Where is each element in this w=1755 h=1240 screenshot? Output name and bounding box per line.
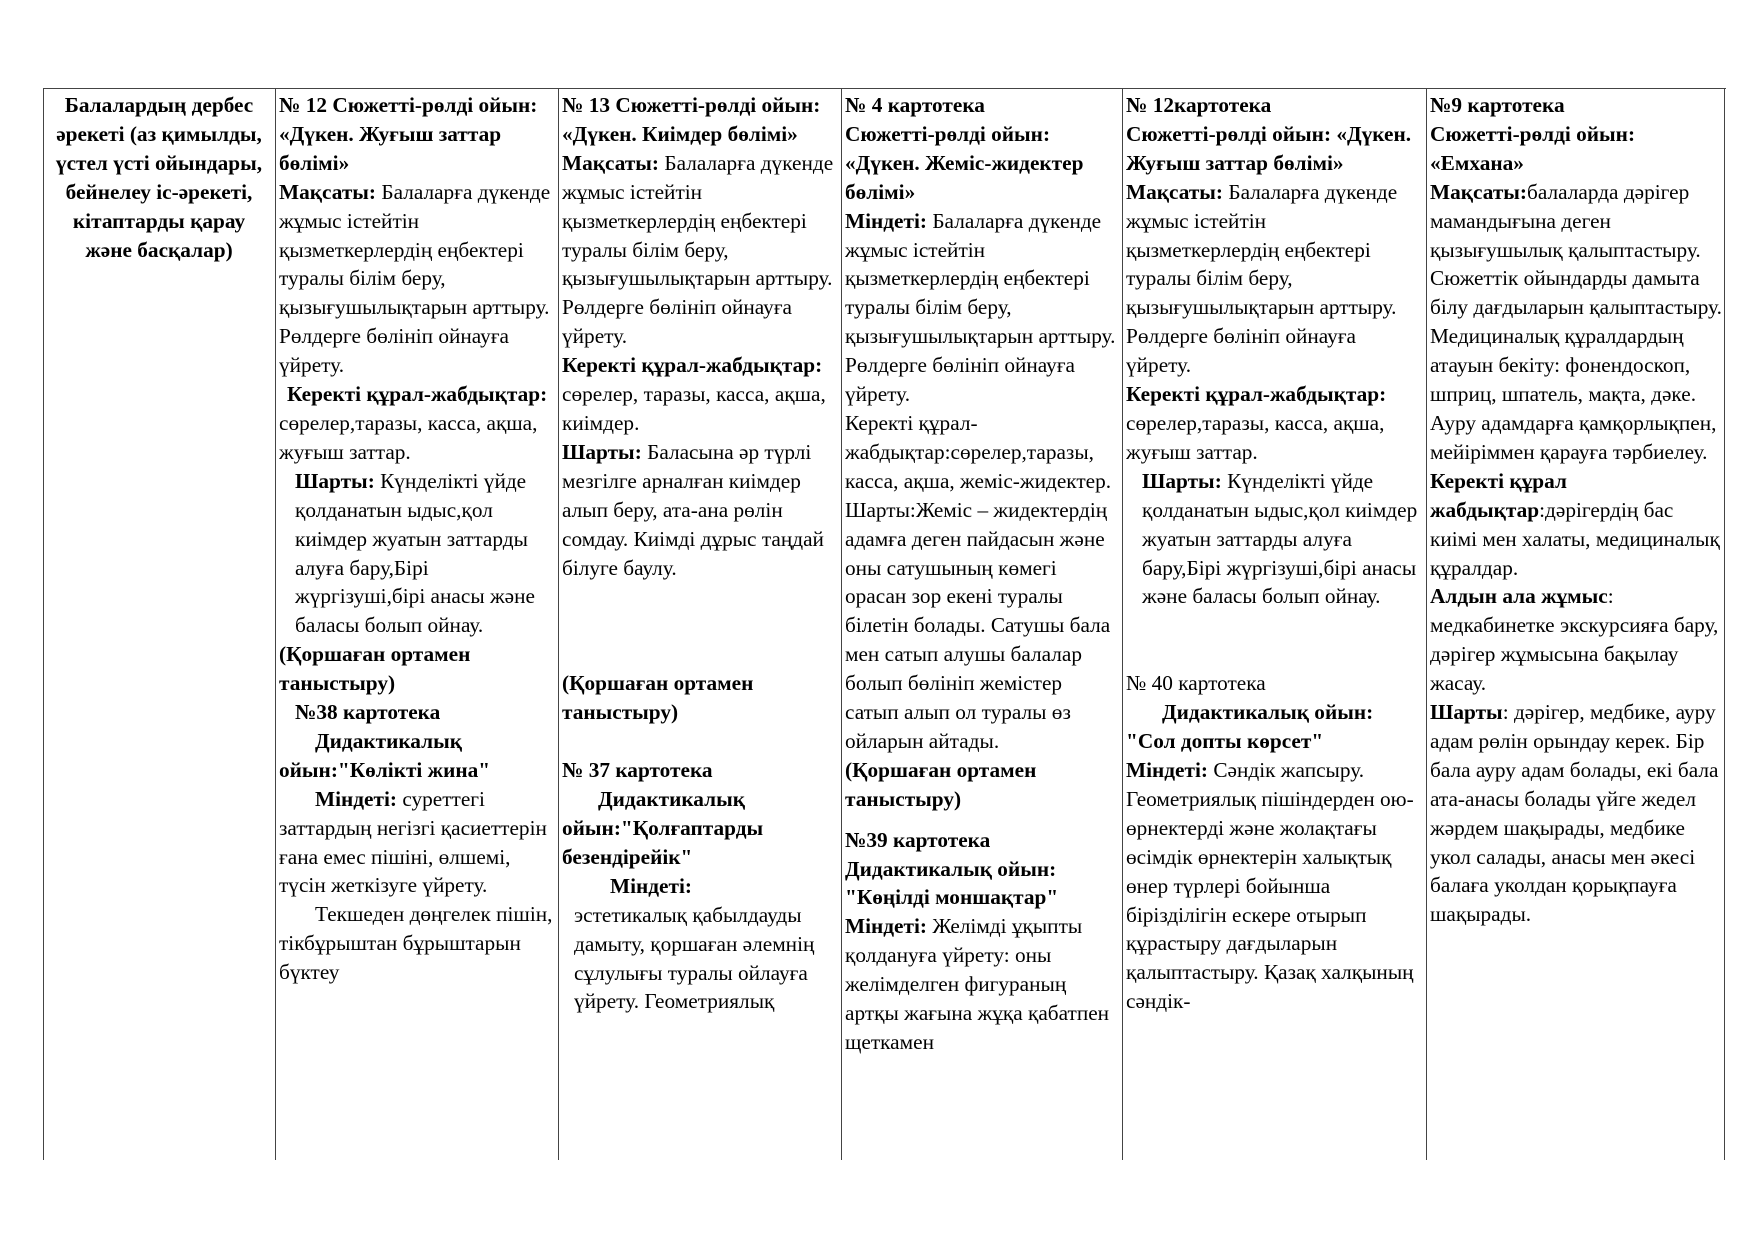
didactic-game-title: Дидактикалық ойын: bbox=[1162, 700, 1374, 725]
condition-label: Шарты: bbox=[1142, 468, 1222, 493]
preparation-text: : медкабинетке экскурсияға бару, дәрігер жұмысына бақылау жасау. bbox=[1430, 584, 1719, 696]
table-border-left bbox=[43, 88, 44, 1160]
cell-store-clothes-game bbox=[562, 91, 839, 1160]
preparation-paragraph bbox=[1430, 582, 1722, 698]
goal-paragraph bbox=[562, 149, 839, 351]
section-heading: (Қоршаған ортамен таныстыру) bbox=[562, 671, 754, 725]
card-title: № 4 картотека bbox=[845, 93, 985, 117]
task2-label: Міндеті: bbox=[845, 914, 927, 939]
didactic-game-title: Дидактикалық ойын:"Қолғаптарды безендірейік" bbox=[562, 787, 764, 869]
equipment-label: Керекті құрал-жабдықтар: bbox=[562, 353, 823, 378]
section-heading: (Қоршаған ортамен таныстыру) bbox=[279, 642, 471, 696]
task2-text: Желімді ұқыпты қолдануға үйрету: оны желімделген фигураның артқы жағына жұқа қабатпен щеткамен bbox=[845, 914, 1110, 1054]
cell-store-fruit-game bbox=[845, 91, 1120, 1160]
task-paragraph bbox=[1126, 756, 1424, 1016]
spacer bbox=[1126, 611, 1424, 669]
card-title: №9 картотека bbox=[1430, 93, 1565, 117]
goal-label: Мақсаты: bbox=[562, 150, 660, 175]
task2-paragraph bbox=[845, 912, 1120, 1057]
condition-text: Баласына әр түрлі мезгілге арналған киімдер алып беру, ата-ана рөлін сомдау. Киімді дұрыс таңдай білуге баулу. bbox=[562, 439, 824, 580]
task-text: Балаларға дүкенде жұмыс істейтін қызметкерлердің еңбектері туралы білім беру, қызығушылықтарын арттыру. Рөлдерге бөлініп ойнауға үйрету. bbox=[845, 208, 1116, 407]
condition-label: Шарты bbox=[1430, 700, 1503, 725]
equipment-label: Керекті құрал жабдықтар bbox=[1430, 468, 1567, 522]
cell-store-cleaning-game bbox=[279, 91, 556, 1160]
equipment-paragraph bbox=[1430, 467, 1722, 583]
equipment-label: Керекті құрал-жабдықтар: bbox=[1126, 382, 1387, 407]
task-label: Міндеті: bbox=[315, 786, 397, 811]
goal-label: Мақсаты: bbox=[1430, 179, 1528, 204]
task-text: суреттегі заттардың негізгі қасиеттерін ғана емес пішіні, өлшемі, түсін жеткізуге үйрету. bbox=[279, 786, 547, 898]
row-header-text: Балалардың дербес әрекеті (аз қимылды, үстел үсті ойындары, бейнелеу іс-әрекеті, кітаптарды қарау және басқалар) bbox=[55, 93, 263, 262]
condition-text: Күнделікті үйде қолданатын ыдыс,қол киімдер жуатын заттарды алуға бару,Бірі жүргізуші,бірі анасы және баласы болып ойнау. bbox=[295, 468, 535, 638]
equipment-text: сөрелер, таразы, касса, ақша, киімдер. bbox=[562, 382, 826, 435]
goal-text: Балаларға дүкенде жұмыс істейтін қызметкерлердің еңбектері туралы білім беру, қызығушылықтарын арттыру. Рөлдерге бөлініп ойнауға үйрету. bbox=[279, 179, 551, 378]
condition-label: Шарты: bbox=[562, 439, 642, 464]
game-title: № 12 Сюжетті-рөлді ойын: «Дүкен. Жуғыш заттар бөлімі» bbox=[279, 93, 538, 175]
goal-paragraph bbox=[279, 178, 556, 380]
goal-paragraph bbox=[1430, 178, 1722, 467]
task-paragraph bbox=[279, 785, 556, 901]
goal-text: Балаларға дүкенде жұмыс істейтін қызметкерлердің еңбектері туралы білім беру, қызығушылықтарын арттыру. Рөлдерге бөлініп ойнауға үйрету. bbox=[562, 150, 834, 349]
column-divider-3 bbox=[841, 88, 842, 1160]
game-title: Сюжетті-рөлді ойын: «Дүкен. Жуғыш заттар бөлімі» bbox=[1126, 121, 1412, 175]
card-number: №39 картотека bbox=[845, 827, 991, 852]
task-text: Сәндік жапсыру. Геометриялық пішіндерден ою-өрнектерді және жолақтағы өсімдік өрнектерін халықтық өнер түрлері бойынша біріздiлігін ескере отырып құрастыру дағдыларын қалыптастыру. Қазақ халқының сәндік- bbox=[1126, 758, 1414, 1014]
condition-paragraph bbox=[1126, 467, 1424, 612]
table-top-border bbox=[43, 88, 1726, 89]
section-heading: (Қоршаған ортамен таныстыру) bbox=[845, 757, 1037, 811]
equipment-label: Керекті құрал-жабдықтар: bbox=[287, 382, 548, 407]
condition-paragraph bbox=[1430, 698, 1722, 929]
column-divider-5 bbox=[1426, 88, 1427, 1160]
spacer bbox=[562, 727, 839, 756]
condition-text: Шарты:Жеміс – жидектердің адамға деген пайдасын және оны сатушының көмегі орасан зор екені туралы білетін болады. Сатушы бала мен сатып алушы балалар болып бөлініп жемістер сатып алып ол туралы өз ойларын айтады. bbox=[845, 497, 1111, 753]
didactic-game-title: Дидактикалық ойын: "Көңілді моншақтар" bbox=[845, 856, 1059, 910]
goal-text: балаларда дәрігер мамандығына деген қызығушылық қалыптастыру. Сюжеттік ойындарды дамыта білу дағдыларын қалыптастыру. Медициналық құралдардың атауын бекіту: фонендоскоп, шприц, шпатель, мақта, дәке. Ауру адамдарға қамқорлықпен, мейіріммен қарауға тәрбиелеу. bbox=[1430, 179, 1722, 464]
didactic-game-name: "Сол допты көрсет" bbox=[1126, 729, 1324, 754]
task-label: Міндеті: bbox=[1126, 758, 1208, 783]
condition-paragraph bbox=[562, 438, 839, 583]
equipment-text: :дәрігердің бас киімі мен халаты, медициналық құралдар. bbox=[1430, 497, 1720, 580]
task-paragraph bbox=[845, 207, 1120, 409]
task-text: эстетикалық қабылдауды дамыту, қоршаған әлемнің сұлулығы туралы ойлауға үйрету. Геометриялық bbox=[574, 902, 815, 1014]
cell-clinic-game bbox=[1430, 91, 1722, 1160]
spacer bbox=[845, 814, 1120, 826]
spacer bbox=[562, 582, 839, 669]
column-divider-2 bbox=[558, 88, 559, 1160]
goal-paragraph bbox=[1126, 178, 1424, 380]
task-label: Міндеті: bbox=[610, 873, 692, 898]
equipment-text: Керекті құрал-жабдықтар:сөрелер,таразы, касса, ақша, жеміс-жидектер. bbox=[845, 410, 1112, 493]
card-number: №38 картотека bbox=[295, 700, 441, 725]
goal-label: Мақсаты: bbox=[279, 179, 377, 204]
condition-label: Шарты: bbox=[295, 468, 375, 493]
column-divider-1 bbox=[275, 88, 276, 1160]
game-title: Сюжетті-рөлді ойын: «Емхана» bbox=[1430, 121, 1636, 175]
equipment-paragraph bbox=[562, 351, 839, 438]
condition-text: Күнделікті үйде қолданатын ыдыс,қол киімдер жуатын заттарды алуға бару,Бірі жүргізуші,бірі анасы және баласы болып ойнау. bbox=[1142, 468, 1418, 609]
card-number: № 37 картотека bbox=[562, 758, 713, 783]
game-title: Сюжетті-рөлді ойын: «Дүкен. Жеміс-жидектер бөлімі» bbox=[845, 121, 1084, 204]
extra-text: Текшеден дөңгелек пішін, тікбұрыштан бұрыштарын бүктеу bbox=[279, 902, 553, 985]
table-border-right bbox=[1724, 88, 1725, 1160]
row-header-cell bbox=[50, 91, 268, 1160]
column-divider-4 bbox=[1122, 88, 1123, 1160]
condition-text: : дәрігер, медбике, ауру адам рөлін орындау керек. Бір бала ауру адам болады, екі бала ата-анасы болады үйге жедел жәрдем шақырады, медбике укол салады, анасы мен әкесі балаға уколдан қорықпауға шақырады. bbox=[1430, 700, 1719, 927]
equipment-text: сөрелер,таразы, касса, ақша, жуғыш заттар. bbox=[279, 410, 538, 464]
cell-store-cleaning-card bbox=[1126, 91, 1424, 1160]
task-label: Міндеті: bbox=[845, 208, 927, 233]
goal-text: Балаларға дүкенде жұмыс істейтін қызметкерлердің еңбектері туралы білім беру, қызығушылықтарын арттыру. Рөлдерге бөлініп ойнауға үйрету. bbox=[1126, 179, 1398, 378]
condition-paragraph bbox=[279, 467, 556, 640]
card-number: № 40 картотека bbox=[1126, 671, 1266, 696]
didactic-game-title: Дидактикалық ойын:"Көлікті жина" bbox=[279, 728, 491, 782]
goal-label: Мақсаты: bbox=[1126, 179, 1224, 204]
preparation-label: Алдын ала жұмыс bbox=[1430, 584, 1608, 609]
equipment-text: сөрелер,таразы, касса, ақша, жуғыш заттар. bbox=[1126, 410, 1385, 464]
game-title: № 13 Сюжетті-рөлді ойын: «Дүкен. Киімдер бөлімі» bbox=[562, 93, 821, 146]
card-title: № 12картотека bbox=[1126, 93, 1272, 117]
